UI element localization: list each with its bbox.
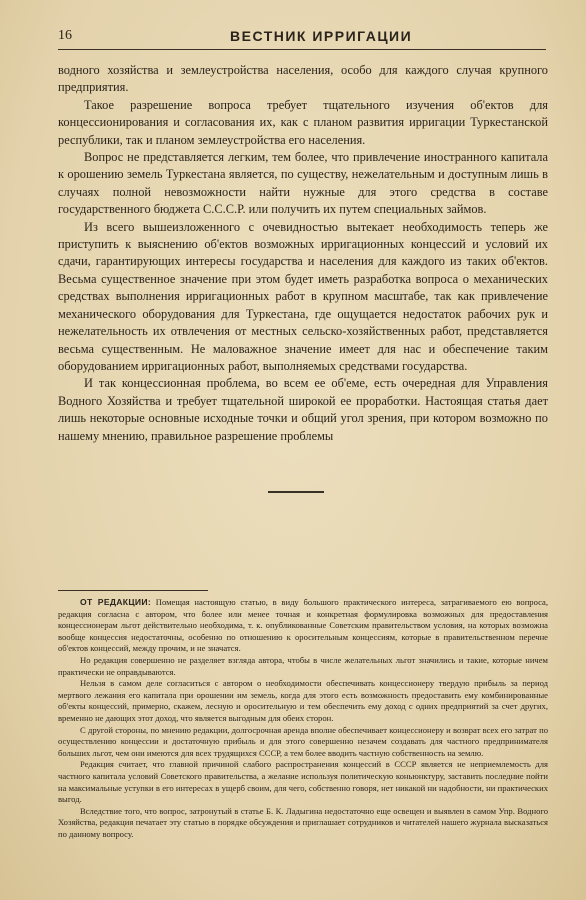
editorial-paragraph: Вследствие того, что вопрос, затронутый в статье Б. К. Ладыгина недостаточно еще освещен и выявлен в самом Упр. Водного Хозяйства, редакция печатает эту статью в порядке обсуждения и приглашает сотрудников и читателей нашего журнала высказаться по данному вопросу. — [58, 805, 548, 839]
body-paragraph: Вопрос не представляется легким, тем более, что привлечение иностранного капитала к орошению земель Туркестана является, по существу, нежелательным и доступным лишь в случаях полной невозможности найти нужные для этого средства в составе государственного бюджета С.С.С.Р. или получить их путем специальных займов. — [58, 150, 548, 217]
article-body — [58, 62, 548, 445]
page-header — [58, 26, 546, 48]
body-paragraph: Из всего вышеизложенного с очевидностью вытекает необходимость теперь же приступить к выяснению об'ектов возможных ирригационных концессий и условий их сдачи, гарантирующих интересы государства и населения для каждого из таких об'ектов. Весьма существенное значение при этом будет иметь разработка вопроса о механических средствах выполнения ирригационных работ в крупном масштабе, так как привлечение механического оборудования для Туркестана, где ощущается недостаток рабочих рук и нежелательность их отвлечения от местных сельско-хозяйственных работ, представляется весьма существенным. Не маловажное значение имеет для нас и обеспечение таким оборудованием ирригационных работ, выполняемых средствами государства. — [58, 219, 548, 373]
body-paragraph: И так концессионная проблема, во всем ее об'еме, есть очередная для Управления Водного Хозяйства и требует тщательной широкой ее проработки. Настоящая статья дает лишь некоторые основные исходные точки и общий угол зрения, при котором возможно по нашему мнению, правильное разрешение проблемы — [58, 376, 548, 443]
editorial-paragraph: С другой стороны, по мнению редакции, долгосрочная аренда вполне обеспечивает концессионеру и возврат всех его затрат по осуществлению концессии и достаточную прибыль и для этого совершенно незачем создавать для частного предпринимателя больших льгот, чем они имеются для всех трудящихся СССР, а тем более вводить частную собственность на землю. — [58, 724, 548, 758]
body-paragraph: водного хозяйства и землеустройства населения, особо для каждого случая крупного предприятия. — [58, 63, 548, 95]
body-paragraph: Такое разрешение вопроса требует тщательного изучения об'ектов для концессионирования и согласования их, как с планом развития ирригации Туркестанской республики, так и планом землеустройства его населения. — [58, 97, 548, 147]
editorial-text: Помещая настоящую статью, в виду большого практического интереса, затрагиваемого ею вопроса, редакция согласна с автором, что более или менее точная и конкретная формулировка возможных для предоставления концессионерам льгот действительно необходима, т. к. опубликованные Советским правительством условия, на которых возможна вообще концессия недостаточны, особенно по отношению к оросительным концессиям, которые в правительственном перечне об'ектов концессий, между прочим, и не значатся. — [58, 597, 549, 654]
editorial-label: ОТ РЕДАКЦИИ: — [80, 597, 152, 607]
editorial-paragraph: Но редакция совершенно не разделяет взгляда автора, чтобы в числе желательных льгот значились и такие, которые ничем практически не оправдываются. — [58, 654, 548, 677]
editorial-paragraph — [58, 597, 548, 655]
editorial-paragraph: Редакция считает, что главной причиной слабого распространения концессий в СССР является не неприемлемость для частного капитала условий Советского правительства, а желание используя политическую коньюнктуру, заставить последние пойти на максимальные уступки в его интересах в ущерб своим, для чего, собственно говоря, нет никакой ни надобности, ни практических выгод. — [58, 759, 548, 805]
editorial-paragraph: Нельзя в самом деле согласиться с автором о необходимости обеспечивать концессионеру твердую прибыль за период мертвого лежания его капитала при орошении им земель, когда для этого есть возможность предоставить ему комбинированные об'екты концессий, примерно, скажем, лесную и оросительную и тем обеспечить ему доход с одних предприятий за счет других, временно не дающих этот доход, что является выгодным для обеих сторон. — [58, 678, 548, 723]
journal-title: ВЕСТНИК ИРРИГАЦИИ — [230, 28, 413, 44]
header-rule — [58, 49, 546, 50]
page-number: 16 — [58, 28, 72, 43]
footnote-rule — [58, 590, 208, 591]
editorial-note — [58, 597, 548, 840]
section-separator — [268, 491, 324, 493]
